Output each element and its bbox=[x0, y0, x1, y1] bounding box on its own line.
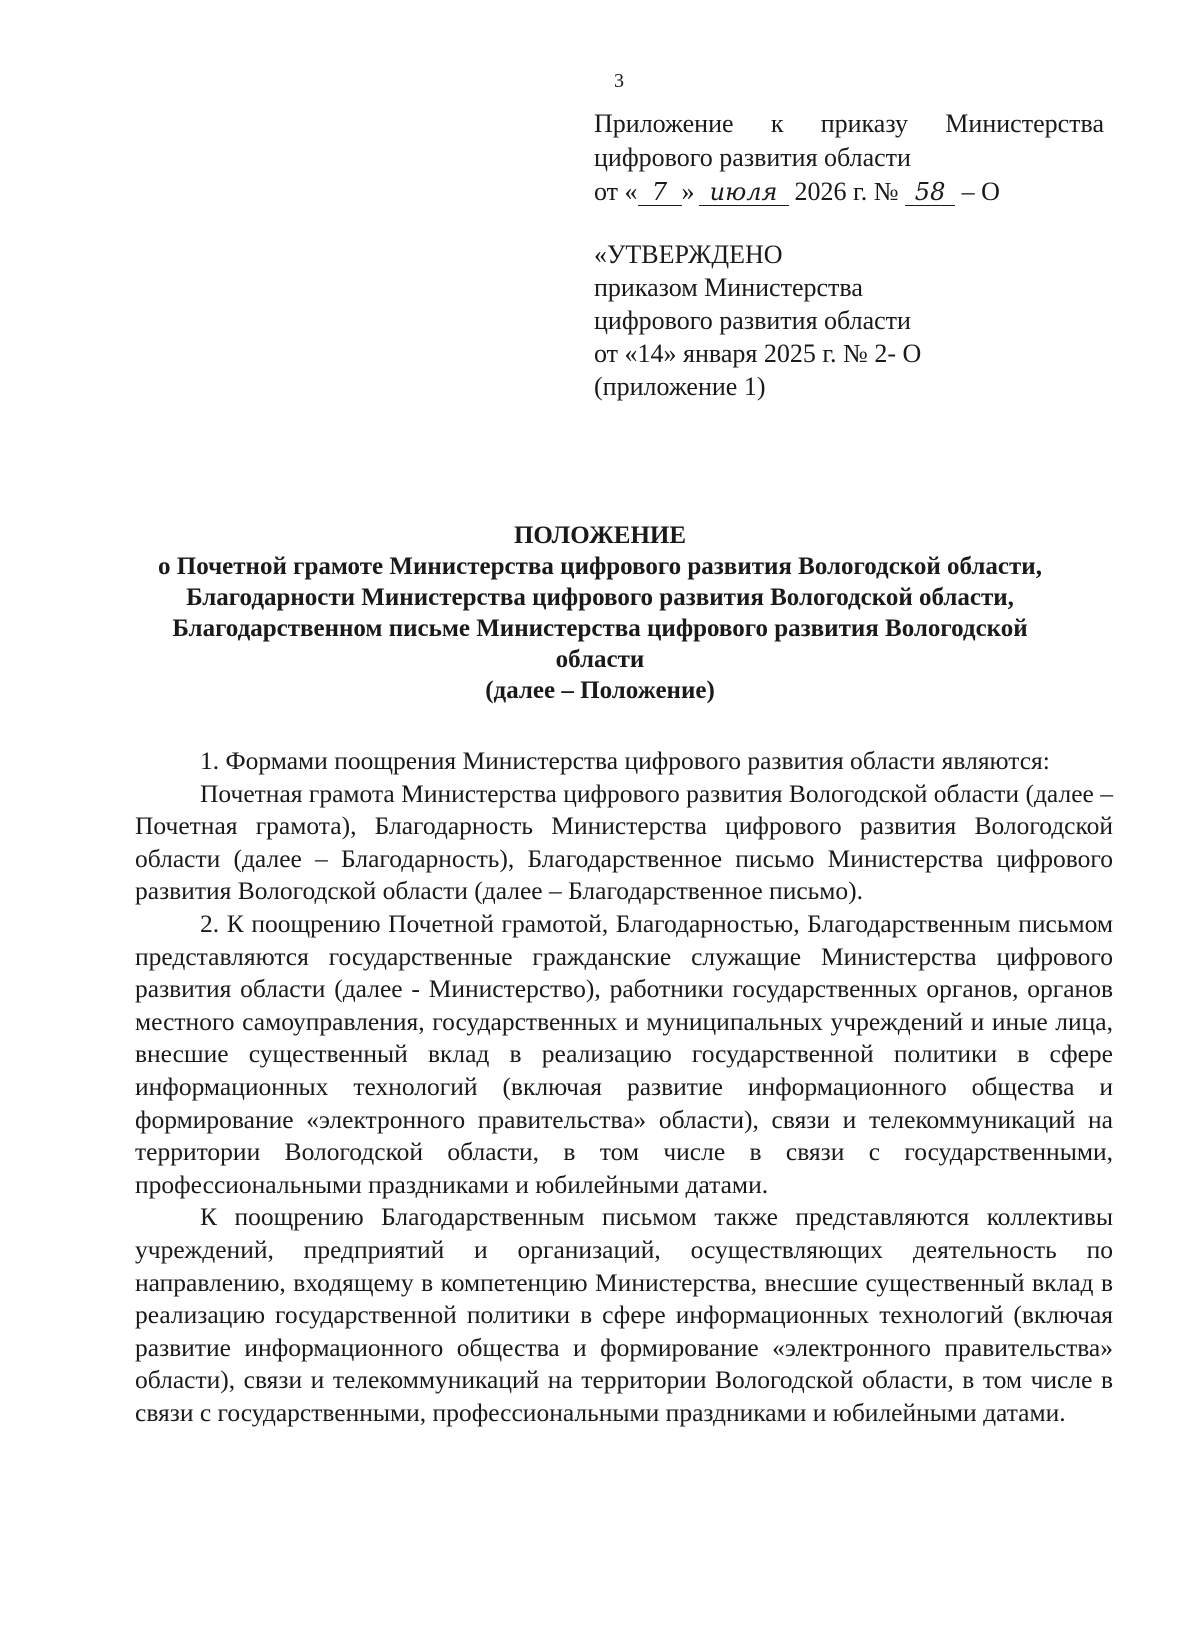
document-body bbox=[135, 745, 1113, 1429]
paragraph-2: Почетная грамота Министерства цифрового развития Вологодской области (далее – Почетная грамота), Благодарность Министерства цифрового развития Вологодской области (далее – Благодарность), Благодарственное письмо Министерства цифрового развития Вологодской области (далее – Благодарственное письмо). bbox=[135, 778, 1113, 906]
approved-line-5: (приложение 1) bbox=[594, 372, 766, 401]
attachment-line-3 bbox=[594, 175, 1104, 209]
date-prefix: от « bbox=[594, 177, 638, 206]
paragraph-1: 1. Формами поощрения Министерства цифрового развития области являются: bbox=[200, 746, 1050, 775]
attachment-line-1: Приложение к приказу Министерства bbox=[594, 109, 1104, 138]
title-subtitle: о Почетной грамоте Министерства цифрового развития Вологодской области, Благодарности Министерства цифрового развития Вологодской области, Благодарственном письме Министерства цифрового развития Вологодской области bbox=[158, 553, 1042, 673]
handwritten-month: июля bbox=[699, 179, 789, 206]
date-mid: » bbox=[681, 177, 695, 206]
page-number: 3 bbox=[614, 70, 624, 92]
document-title bbox=[130, 520, 1070, 706]
title-heading: ПОЛОЖЕНИЕ bbox=[513, 522, 687, 549]
approved-line-3: цифрового развития области bbox=[594, 306, 911, 335]
date-year: 2026 г. № bbox=[794, 177, 899, 206]
approved-line-2: приказом Министерства bbox=[594, 273, 863, 302]
approved-line-4: от «14» января 2025 г. № 2- О bbox=[594, 339, 922, 368]
approved-stamp-text bbox=[594, 238, 1094, 403]
attachment-line-2: цифрового развития области bbox=[594, 143, 911, 172]
title-note: (далее – Положение) bbox=[485, 677, 715, 704]
attachment-header bbox=[594, 107, 1104, 209]
handwritten-number: 58 bbox=[905, 179, 955, 206]
handwritten-day: 7 bbox=[638, 179, 682, 206]
paragraph-4: К поощрению Благодарственным письмом также представляются коллективы учреждений, предприятий и организаций, осуществляющих деятельность по направлению, входящему в компетенцию Министерства, внесшие существенный вклад в реализацию государственной политики в сфере информационных технологий (включая развитие информационного общества и формирование «электронного правительства» области), связи и телекоммуникаций на территории Вологодской области, в том числе в связи с государственными, профессиональными праздниками и юбилейными датами. bbox=[135, 1202, 1113, 1427]
order-suffix: – О bbox=[961, 177, 1000, 206]
paragraph-3: 2. К поощрению Почетной грамотой, Благодарностью, Благодарственным письмом представляются государственные гражданские служащие Министерства цифрового развития области (далее - Министерство), работники государственных органов, органов местного самоуправления, государственных и муниципальных учреждений и иные лица, внесшие существенный вклад в реализацию государственной политики в сфере информационных технологий (включая развитие информационного общества и формирование «электронного правительства» области), связи и телекоммуникаций на территории Вологодской области, в том числе в связи с государственными, профессиональными праздниками и юбилейными датами. bbox=[135, 908, 1113, 1199]
approved-line-1: «УТВЕРЖДЕНО bbox=[594, 240, 783, 269]
